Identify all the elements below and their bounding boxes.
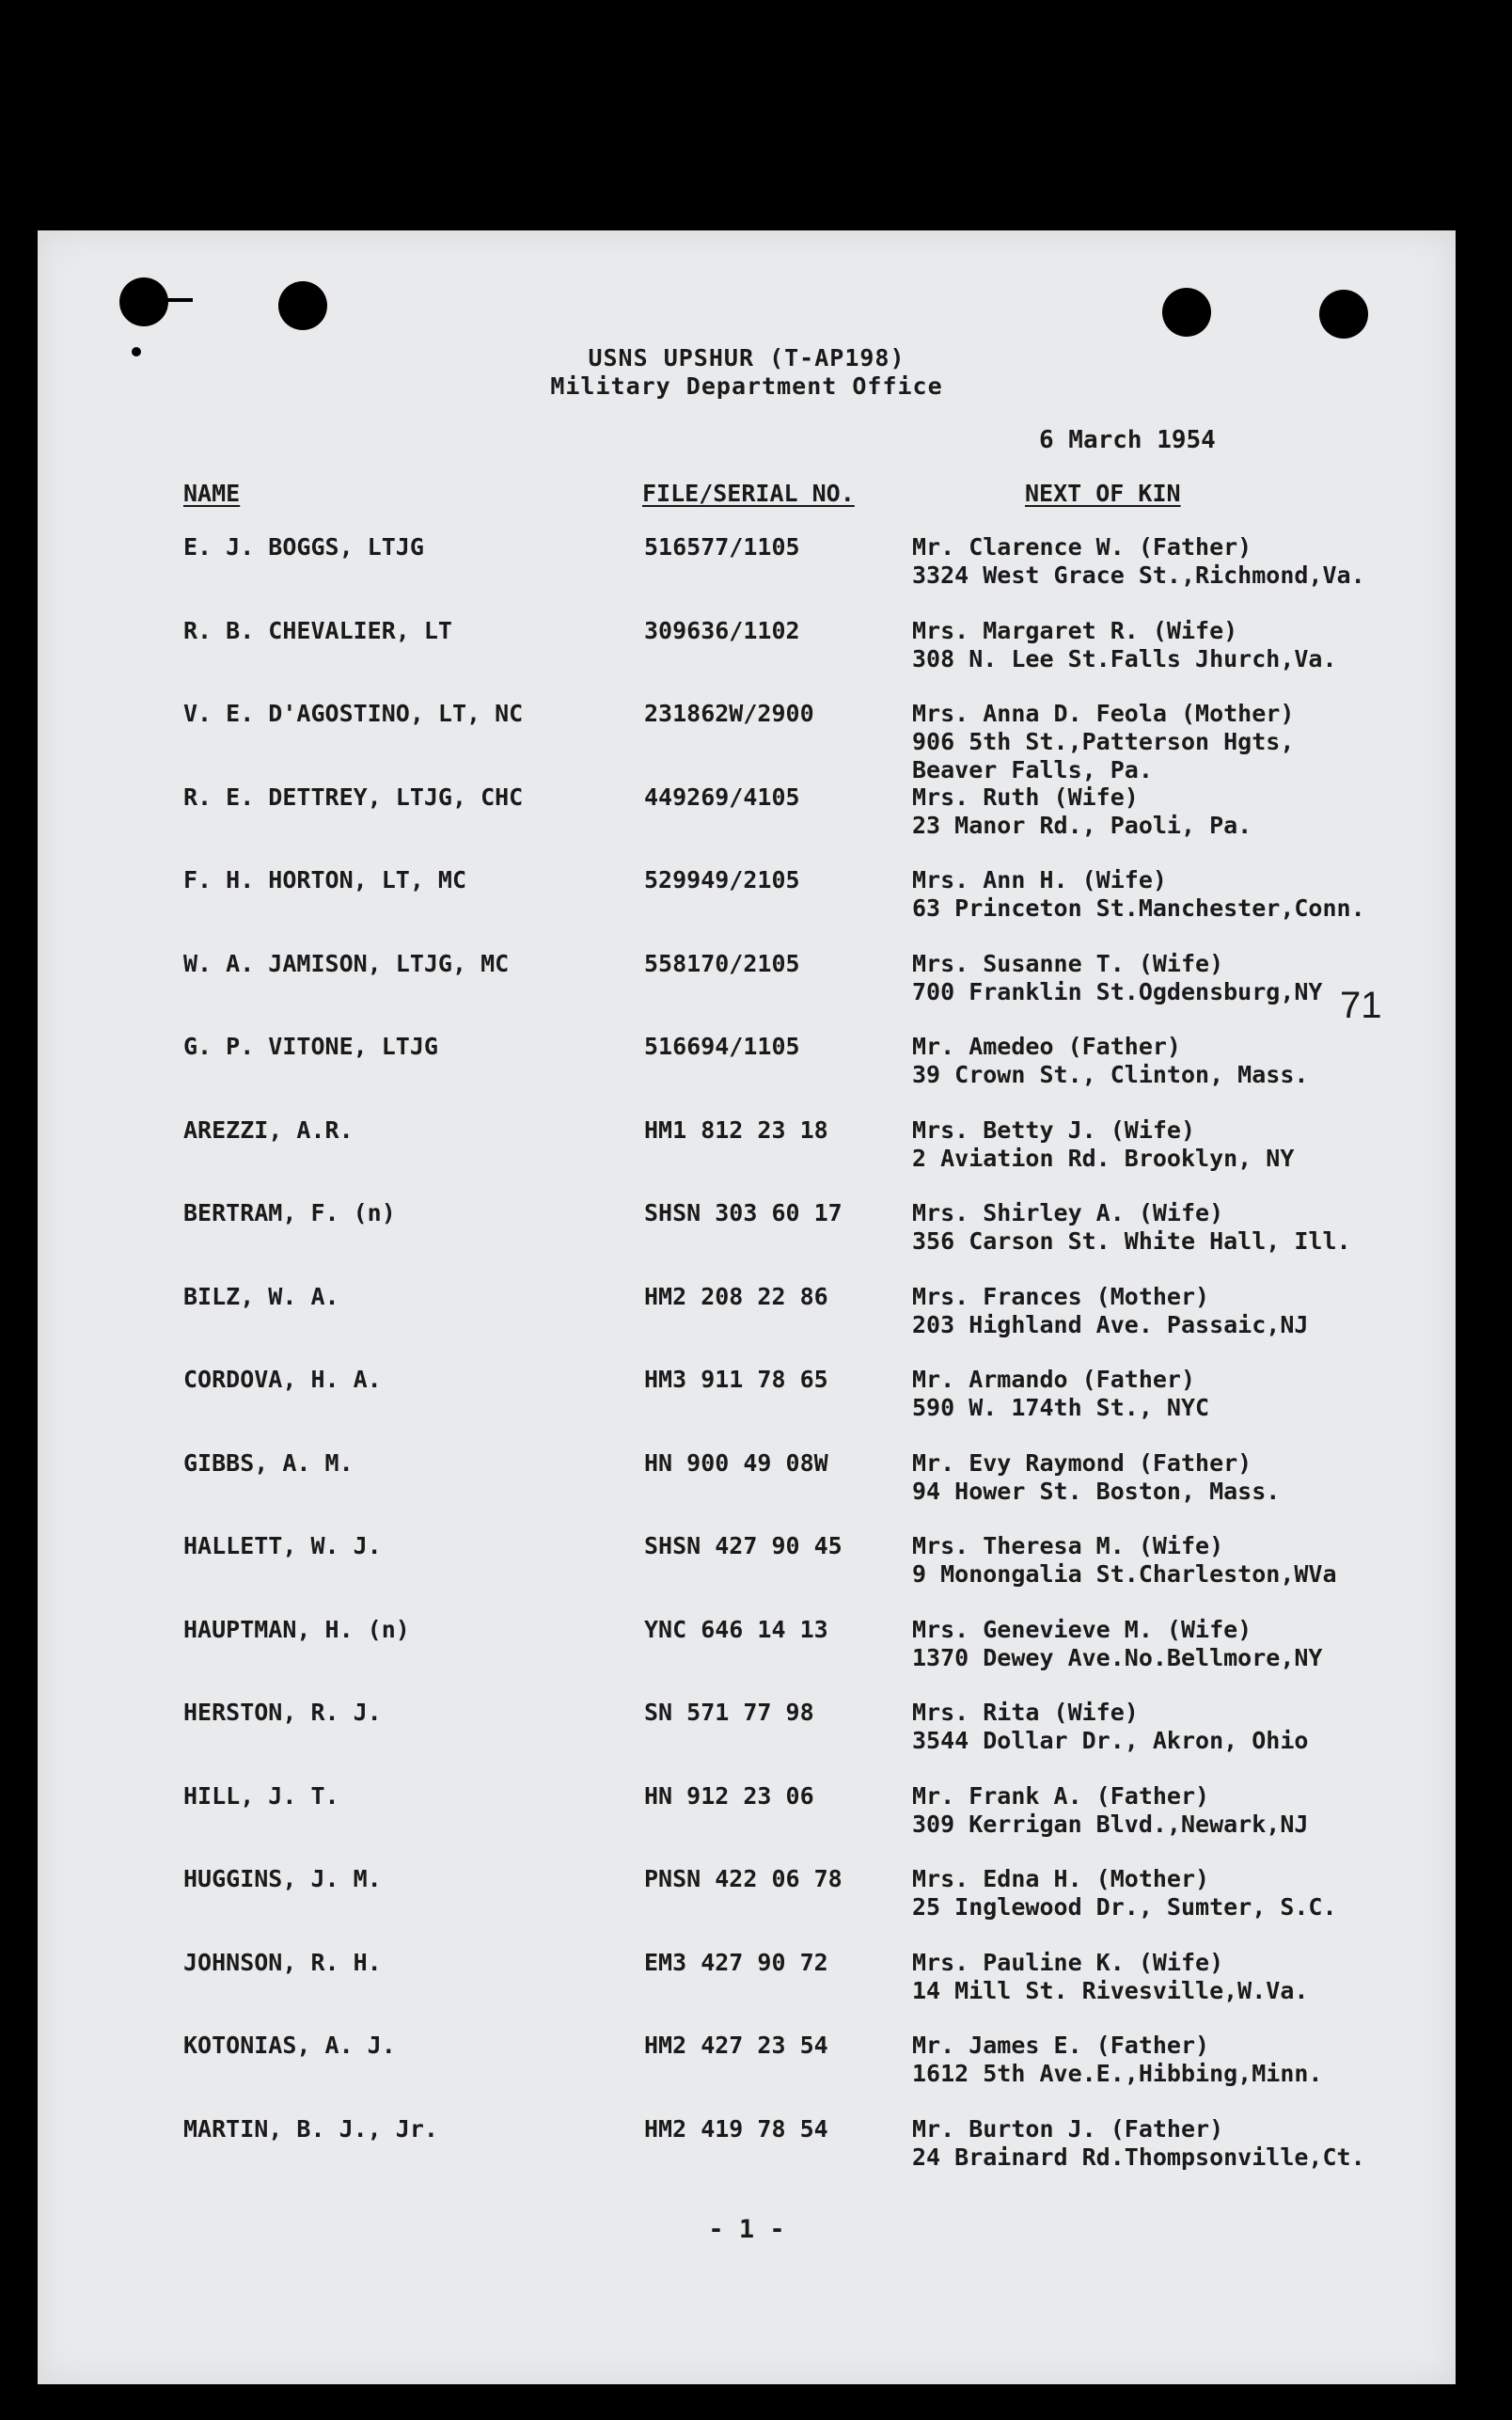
serial-number: 558170/2105	[644, 950, 800, 977]
next-of-kin	[912, 1449, 1280, 1506]
serial-number: SHSN 427 90 45	[644, 1532, 843, 1559]
kin-name: Mrs. Margaret R. (Wife)	[912, 617, 1238, 644]
serial-number: HM2 427 23 54	[644, 2032, 828, 2059]
person-name: KOTONIAS, A. J.	[183, 2032, 396, 2059]
column-header-serial: FILE/SERIAL NO.	[642, 480, 855, 507]
serial-number: 231862W/2900	[644, 700, 814, 727]
kin-address: 590 W. 174th St., NYC	[912, 1394, 1210, 1421]
kin-address: 23 Manor Rd., Paoli, Pa.	[912, 812, 1252, 839]
serial-number: 516694/1105	[644, 1033, 800, 1060]
person-name: E. J. BOGGS, LTJG	[183, 533, 424, 561]
person-name: JOHNSON, R. H.	[183, 1949, 382, 1976]
kin-address: 356 Carson St. White Hall, Ill.	[912, 1227, 1351, 1255]
kin-address: 3324 West Grace St.,Richmond,Va.	[912, 562, 1365, 589]
person-name: V. E. D'AGOSTINO, LT, NC	[183, 700, 524, 727]
kin-address: 906 5th St.,Patterson Hgts,	[912, 728, 1295, 755]
serial-number: 529949/2105	[644, 866, 800, 894]
serial-number: SHSN 303 60 17	[644, 1199, 843, 1226]
ink-mark	[150, 298, 193, 302]
person-name: AREZZI, A.R.	[183, 1116, 354, 1144]
kin-address: 24 Brainard Rd.Thompsonville,Ct.	[912, 2143, 1365, 2171]
kin-name: Mr. Armando (Father)	[912, 1366, 1196, 1393]
serial-number: HM2 419 78 54	[644, 2115, 828, 2143]
table-row	[38, 1949, 1456, 2024]
next-of-kin	[912, 533, 1365, 590]
next-of-kin	[912, 1199, 1351, 1256]
kin-name: Mrs. Ann H. (Wife)	[912, 866, 1167, 894]
kin-name: Mrs. Ruth (Wife)	[912, 783, 1139, 811]
serial-number: EM3 427 90 72	[644, 1949, 828, 1976]
kin-address: Beaver Falls, Pa.	[912, 756, 1153, 783]
table-row	[38, 1865, 1456, 1940]
table-row	[38, 617, 1456, 692]
person-name: HUGGINS, J. M.	[183, 1865, 382, 1892]
next-of-kin	[912, 1699, 1308, 1755]
next-of-kin	[912, 1865, 1337, 1922]
handwritten-number: 71	[1340, 985, 1382, 1026]
serial-number: 309636/1102	[644, 617, 800, 644]
serial-number: 516577/1105	[644, 533, 800, 561]
kin-name: Mr. Amedeo (Father)	[912, 1033, 1181, 1060]
table-row	[38, 2032, 1456, 2107]
kin-name: Mr. Burton J. (Father)	[912, 2115, 1224, 2143]
serial-number: HM2 208 22 86	[644, 1283, 828, 1310]
kin-name: Mr. Frank A. (Father)	[912, 1782, 1210, 1810]
serial-number: HN 900 49 08W	[644, 1449, 828, 1477]
punch-hole	[1319, 290, 1368, 339]
page-number: - 1 -	[708, 2215, 785, 2244]
kin-address: 309 Kerrigan Blvd.,Newark,NJ	[912, 1811, 1309, 1838]
kin-name: Mrs. Frances (Mother)	[912, 1283, 1210, 1310]
person-name: HAUPTMAN, H. (n)	[183, 1616, 410, 1643]
kin-address: 203 Highland Ave. Passaic,NJ	[912, 1311, 1309, 1338]
table-row	[38, 1782, 1456, 1858]
serial-number: SN 571 77 98	[644, 1699, 814, 1726]
next-of-kin	[912, 1532, 1337, 1589]
table-row	[38, 700, 1456, 783]
column-header-kin: NEXT OF KIN	[1025, 480, 1181, 507]
serial-number: HN 912 23 06	[644, 1782, 814, 1810]
serial-number: HM3 911 78 65	[644, 1366, 828, 1393]
kin-address: 700 Franklin St.Ogdensburg,NY	[912, 978, 1323, 1005]
kin-name: Mr. Evy Raymond (Father)	[912, 1449, 1252, 1477]
next-of-kin	[912, 700, 1294, 784]
next-of-kin	[912, 1116, 1294, 1173]
kin-name: Mrs. Theresa M. (Wife)	[912, 1532, 1224, 1559]
person-name: HERSTON, R. J.	[183, 1699, 382, 1726]
table-row	[38, 1283, 1456, 1358]
serial-number: PNSN 422 06 78	[644, 1865, 843, 1892]
document-page	[38, 230, 1456, 2384]
kin-name: Mrs. Anna D. Feola (Mother)	[912, 700, 1295, 727]
next-of-kin	[912, 2115, 1365, 2172]
next-of-kin	[912, 950, 1323, 1006]
ship-name: USNS UPSHUR (T-AP198)	[588, 344, 906, 372]
table-row	[38, 1199, 1456, 1274]
person-name: CORDOVA, H. A.	[183, 1366, 382, 1393]
table-row	[38, 1366, 1456, 1441]
table-row	[38, 866, 1456, 941]
next-of-kin	[912, 1782, 1308, 1839]
table-row	[38, 1116, 1456, 1192]
kin-name: Mrs. Betty J. (Wife)	[912, 1116, 1196, 1144]
kin-name: Mrs. Genevieve M. (Wife)	[912, 1616, 1252, 1643]
next-of-kin	[912, 1283, 1308, 1339]
person-name: R. B. CHEVALIER, LT	[183, 617, 452, 644]
punch-hole	[278, 281, 327, 330]
serial-number: YNC 646 14 13	[644, 1616, 828, 1643]
kin-name: Mr. Clarence W. (Father)	[912, 533, 1252, 561]
table-row	[38, 1532, 1456, 1607]
next-of-kin	[912, 866, 1365, 923]
table-row	[38, 1699, 1456, 1774]
person-name: G. P. VITONE, LTJG	[183, 1033, 438, 1060]
person-name: BERTRAM, F. (n)	[183, 1199, 396, 1226]
column-header-name: NAME	[183, 480, 241, 507]
person-name: HILL, J. T.	[183, 1782, 339, 1810]
kin-name: Mrs. Edna H. (Mother)	[912, 1865, 1210, 1892]
kin-address: 1612 5th Ave.E.,Hibbing,Minn.	[912, 2060, 1323, 2087]
table-row	[38, 1033, 1456, 1108]
person-name: GIBBS, A. M.	[183, 1449, 354, 1477]
person-name: HALLETT, W. J.	[183, 1532, 382, 1559]
person-name: MARTIN, B. J., Jr.	[183, 2115, 438, 2143]
punch-hole	[1162, 288, 1211, 337]
table-row	[38, 950, 1456, 1025]
person-name: BILZ, W. A.	[183, 1283, 339, 1310]
kin-address: 2 Aviation Rd. Brooklyn, NY	[912, 1145, 1295, 1172]
serial-number: 449269/4105	[644, 783, 800, 811]
kin-address: 9 Monongalia St.Charleston,WVa	[912, 1560, 1337, 1588]
kin-address: 25 Inglewood Dr., Sumter, S.C.	[912, 1893, 1337, 1921]
next-of-kin	[912, 783, 1252, 840]
next-of-kin	[912, 1366, 1209, 1422]
kin-address: 39 Crown St., Clinton, Mass.	[912, 1061, 1309, 1088]
kin-name: Mrs. Rita (Wife)	[912, 1699, 1139, 1726]
table-row	[38, 533, 1456, 609]
kin-address: 63 Princeton St.Manchester,Conn.	[912, 894, 1365, 922]
next-of-kin	[912, 1616, 1323, 1672]
next-of-kin	[912, 617, 1337, 673]
next-of-kin	[912, 1949, 1308, 2005]
table-row	[38, 1449, 1456, 1525]
next-of-kin	[912, 2032, 1323, 2088]
office-name: Military Department Office	[550, 372, 943, 400]
document-date: 6 March 1954	[1039, 426, 1216, 454]
kin-name: Mrs. Shirley A. (Wife)	[912, 1199, 1224, 1226]
kin-name: Mrs. Susanne T. (Wife)	[912, 950, 1224, 977]
kin-address: 3544 Dollar Dr., Akron, Ohio	[912, 1727, 1309, 1754]
table-row	[38, 2115, 1456, 2191]
serial-number: HM1 812 23 18	[644, 1116, 828, 1144]
kin-address: 94 Hower St. Boston, Mass.	[912, 1478, 1281, 1505]
kin-address: 308 N. Lee St.Falls Jhurch,Va.	[912, 645, 1337, 672]
next-of-kin	[912, 1033, 1308, 1089]
kin-address: 1370 Dewey Ave.No.Bellmore,NY	[912, 1644, 1323, 1671]
punch-hole	[119, 277, 168, 326]
person-name: F. H. HORTON, LT, MC	[183, 866, 467, 894]
kin-address: 14 Mill St. Rivesville,W.Va.	[912, 1977, 1309, 2004]
kin-name: Mr. James E. (Father)	[912, 2032, 1210, 2059]
kin-name: Mrs. Pauline K. (Wife)	[912, 1949, 1224, 1976]
table-row	[38, 1616, 1456, 1691]
person-name: R. E. DETTREY, LTJG, CHC	[183, 783, 524, 811]
person-name: W. A. JAMISON, LTJG, MC	[183, 950, 510, 977]
table-row	[38, 783, 1456, 859]
